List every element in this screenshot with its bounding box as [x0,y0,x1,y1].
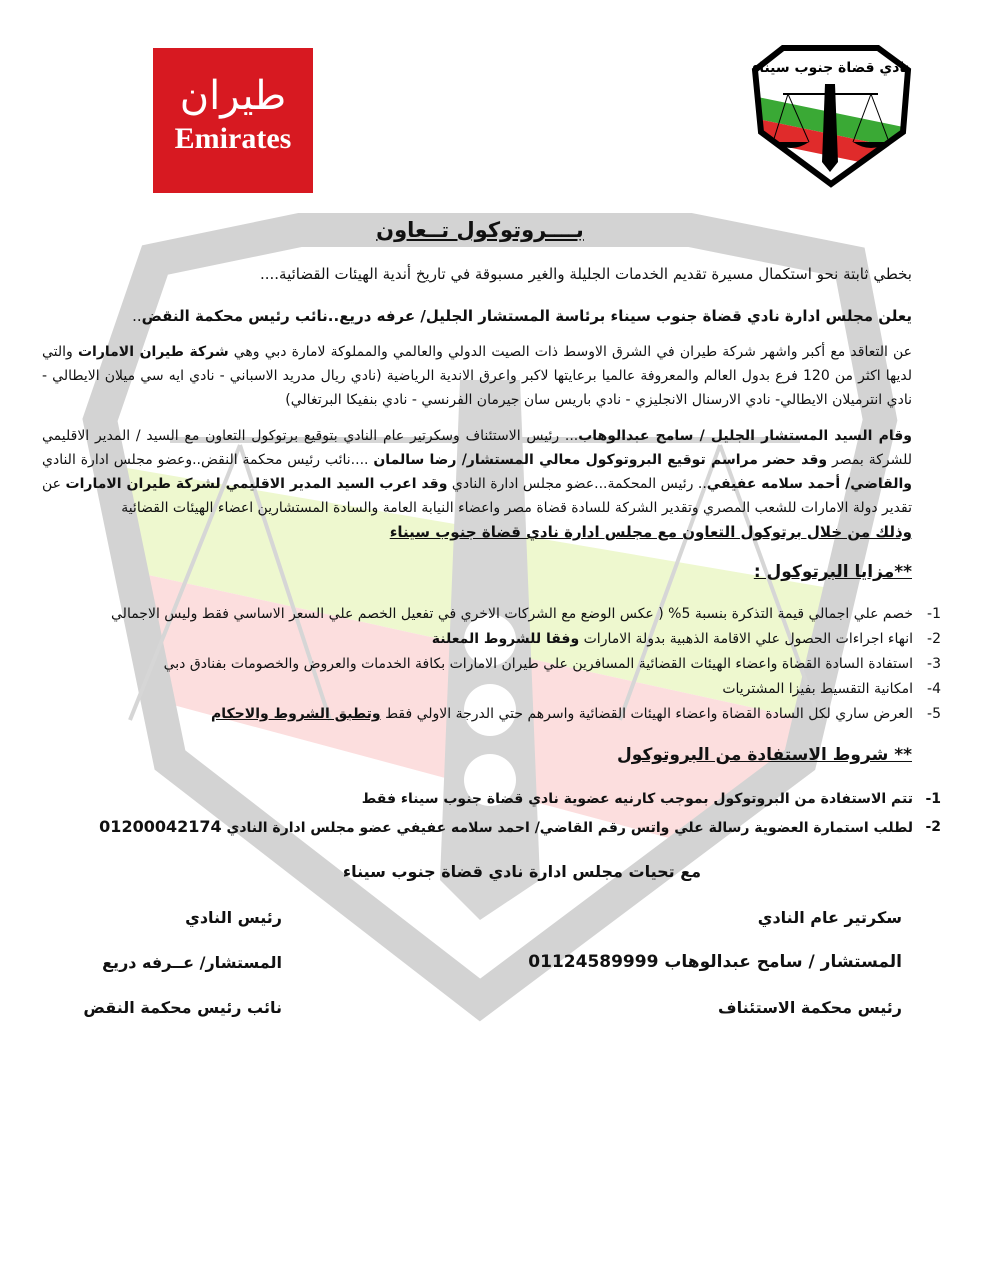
signatures [42,907,912,1018]
secretary-role: سكرتير عام النادي [757,908,902,927]
emirates-logo [153,48,313,193]
benefit-bold: وتطبق الشروط والاحكام [211,706,381,722]
president-signature [42,907,282,1018]
benefit-item-5 [42,702,941,727]
condition-item-2 [42,813,941,842]
through-protocol-line: وذلك من خلال برتوكول التعاون مع مجلس ادارة نادي قضاة جنوب سيناء [389,523,912,541]
para2-s6: .. رئيس المحكمة...عضو مجلس ادارة النادي [447,476,707,492]
para2-s4: ....نائب رئيس محكمة النقض..وعضو مجلس ادارة النادي [42,452,374,468]
para2-s8: عن تقدير دولة الامارات للشعب المصري وتقدير الشركة للسادة قضاة مصر واعضاء النيابة العامة والسادة المستشارين اعضاء الهيئات القضائية [42,476,912,516]
para2-s3: وقد حضر مراسم توقيع البروتوكول معالي المستشار/ رضا سالمان [373,452,828,468]
condition-text: لطلب استمارة العضوية رسالة علي واتس رقم القاضي/ احمد سلامه عفيفي عضو مجلس ادارة النادي [221,820,913,836]
conditions-list [42,785,941,842]
benefit-text: خصم علي اجمالي قيمة التذكرة بنسبة 5% ( عكس الوضع مع الشركات الاخري في تفعيل الخصم علي السعر الاساسي فقط وليس الاجمالي [111,606,913,622]
benefits-heading: **مزايا البرتوكول : [753,562,912,582]
benefit-bold: وفقا للشروط المعلنة [431,631,580,647]
para1-emirates-bold: شركة طيران الامارات [77,344,229,360]
condition-item-1 [42,785,941,813]
president-title: نائب رئيس محكمة النقض [83,998,282,1017]
document-body [42,262,941,1018]
item-number: 3- [927,656,941,672]
secretary-signature [528,907,902,1018]
condition-text: تتم الاستفادة من البروتوكول بموجب كارنيه عضوية نادي قضاة جنوب سيناء فقط [361,791,913,807]
item-number: 1- [925,791,941,807]
para1-text-a: عن التعاقد مع أكبر واشهر شركة طيران في الشرق الاوسط ذات الصيت الدولي والعالمي والمملوكة لامارة دبي وهي [228,344,912,360]
para2-s5: والقاضي/ أحمد سلامه عفيفي [706,476,912,492]
item-number: 1- [927,606,941,622]
para2-s1: وقام السيد المستشار الجليل / سامح عبدالوهاب [578,428,912,444]
para2-s2: ... رئيس الاستئناف وسكرتير عام النادي بتوقيع برتوكول التعاون مع السيد / المدير الاقليمي للشركة بمصر [42,428,912,468]
para1-text-c: والتي لديها اكثر من 120 فرع بدول العالم والمعروفة عالميا برعايتها لاكبر واعرق الاندية الرياضية (نادي ريال مدريد الاسباني - نادي ايه سي ميلان الايطالي - نادي انترميلان الايطالي- نادي الارسنال الانجليزي - نادي باريس سان جيرمان الفرنسي - نادي بنفيكا البرتغالي) [42,344,912,408]
emirates-logo-english: Emirates [174,122,292,155]
item-number: 5- [927,706,941,722]
benefit-text: العرض ساري لكل السادة القضاة واعضاء الهيئات القضائية واسرهم حتي الدرجة الاولي فقط [380,706,913,722]
benefit-item-1 [42,602,941,627]
benefit-item-3 [42,652,941,677]
benefit-item-2 [42,627,941,652]
item-number: 4- [927,681,941,697]
conditions-heading: ** شروط الاستفادة من البروتوكول [617,745,912,765]
benefit-text: انهاء اجراءات الحصول علي الاقامة الذهبية بدولة الامارات [579,631,913,647]
announcement-bold: يعلن مجلس ادارة نادي قضاة جنوب سيناء برئاسة المستشار الجليل/ عرفه دريع..نائب رئيس محكمة النقض [141,307,912,325]
emirates-logo-arabic: طيران [179,73,287,119]
closing-greeting: مع تحيات مجلس ادارة نادي قضاة جنوب سيناء [342,862,702,881]
club-logo-text: نادي قضاة جنوب سيناء [752,60,910,76]
benefits-list [42,602,941,727]
benefit-text: استفادة السادة القضاة واعضاء الهيئات القضائية المسافرين علي طيران الامارات بكافة الخدمات والعروض والخصومات بفنادق دبي [163,656,913,672]
club-logo [743,42,918,190]
signing-paragraph [42,424,912,520]
item-number: 2- [927,631,941,647]
secretary-title: رئيس محكمة الاستئناف [718,998,902,1017]
secretary-name: المستشار / سامح عبدالوهاب 01124589999 [528,952,902,972]
benefit-text: امكانية التقسيط بفيزا المشتريات [722,681,913,697]
item-number: 2- [925,819,941,835]
whatsapp-phone-number: 01200042174 [99,817,222,836]
president-name: المستشار/ عــرفه دريع [102,953,282,972]
president-role: رئيس النادي [185,908,282,927]
contract-paragraph [42,340,912,412]
benefit-item-4 [42,677,941,702]
para2-s7: وقد اعرب السيد المدير الاقليمي لشركة طيران الامارات [65,476,448,492]
intro-text: بخطي ثابتة نحو استكمال مسيرة تقديم الخدمات الجليلة والغير مسبوقة في تاريخ أندية الهيئات القضائية.... [259,265,912,283]
announcement-tail: .. [132,307,142,325]
announcement [42,304,912,328]
document-title: بــــروتوكول تــعاون [376,218,584,242]
